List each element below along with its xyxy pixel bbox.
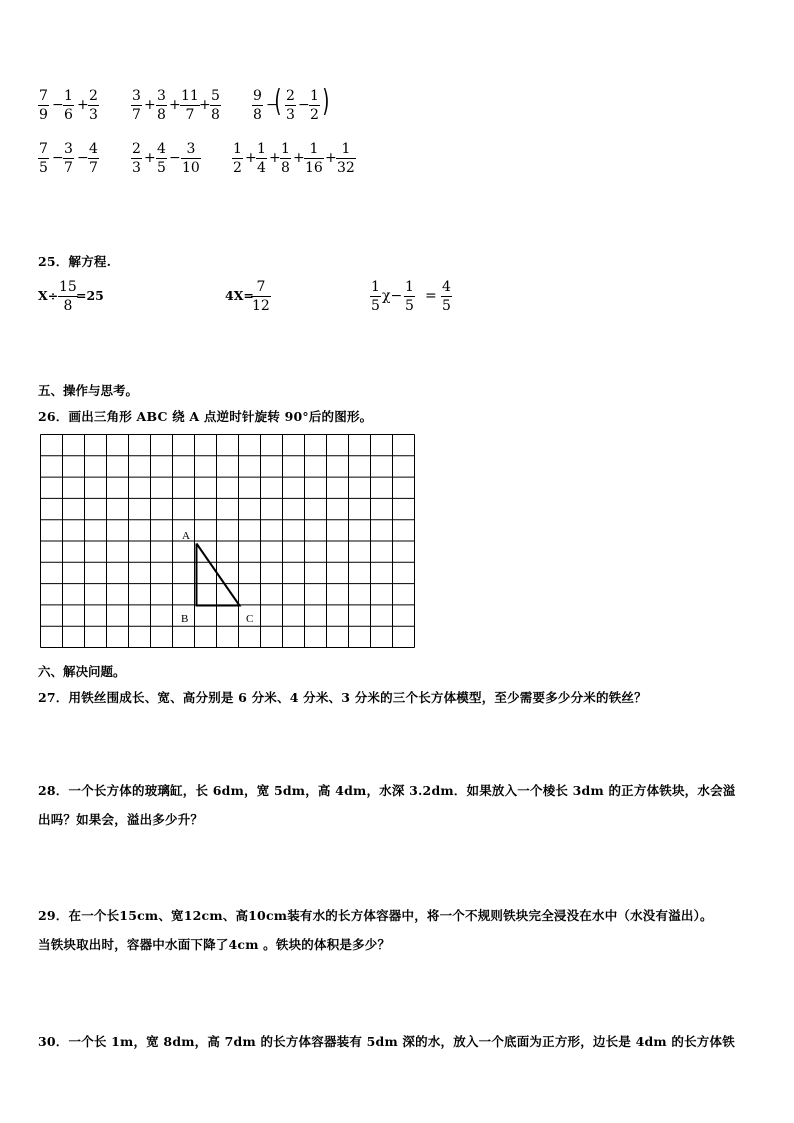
equation-suffix: =25	[76, 288, 104, 303]
fraction: 3 7	[64, 141, 73, 176]
fraction: 2 3	[89, 88, 98, 123]
fraction: 7 5	[39, 141, 48, 176]
operator: −	[266, 97, 278, 113]
fraction: 7 9	[39, 88, 48, 123]
fraction: 11 7	[181, 88, 199, 123]
question-28-line-2: 出吗？如果会，溢出多少升？	[38, 812, 204, 827]
operator: +	[144, 97, 156, 113]
operator: +	[169, 97, 181, 113]
fraction: 1 5	[405, 279, 414, 314]
question-28-line-1: 28．一个长方体的玻璃缸，长 6dm，宽 5dm，高 4dm，水深 3.2dm．如果放入一个棱长 3dm 的正方体铁块，水会溢	[38, 783, 736, 798]
right-parenthesis: )	[322, 84, 330, 119]
fraction: 4 5	[157, 141, 166, 176]
fraction: 3 10	[182, 141, 200, 176]
operator: +	[293, 150, 305, 166]
variable: χ−	[382, 288, 403, 304]
operator: −	[169, 150, 181, 166]
operator: +	[269, 150, 281, 166]
fraction: 2 3	[286, 88, 295, 123]
fraction: 1 4	[257, 141, 266, 176]
equation-prefix: X÷	[38, 288, 59, 303]
operator: +	[325, 150, 337, 166]
operator: −	[77, 150, 89, 166]
fraction: 7 12	[252, 279, 270, 314]
fraction: 1 6	[64, 88, 73, 123]
left-parenthesis: (	[274, 84, 282, 119]
question-29-line-1: 29．在一个长15cm、宽12cm、高10cm装有水的长方体容器中，将一个不规则铁块完全浸没在水中（水没有溢出）。	[38, 908, 713, 923]
grid-figure	[40, 434, 420, 652]
question-27: 27．用铁丝围成长、宽、高分别是 6 分米、4 分米、3 分米的三个长方体模型，至少需要多少分米的铁丝？	[38, 690, 647, 705]
fraction: 1 2	[233, 141, 242, 176]
fraction: 5 8	[211, 88, 220, 123]
question-29-line-2: 当铁块取出时，容器中水面下降了4cm 。铁块的体积是多少？	[38, 937, 391, 952]
fraction: 3 8	[157, 88, 166, 123]
operator: −	[52, 97, 64, 113]
operator: +	[144, 150, 156, 166]
question-30: 30．一个长 1m，宽 8dm，高 7dm 的长方体容器装有 5dm 深的水，放入一个底面为正方形，边长是 4dm 的长方体铁	[38, 1034, 735, 1049]
fraction: 2 3	[132, 141, 141, 176]
label-b: B	[181, 613, 189, 625]
fraction: 1 32	[337, 141, 355, 176]
fraction: 3 7	[132, 88, 141, 123]
operator: +	[245, 150, 257, 166]
triangle-abc	[197, 544, 240, 606]
fraction: 1 8	[281, 141, 290, 176]
equals-sign: =	[425, 288, 437, 304]
fraction: 15 8	[59, 279, 77, 314]
operator: +	[77, 97, 89, 113]
operator: −	[52, 150, 64, 166]
fraction: 9 8	[253, 88, 262, 123]
fraction: 4 7	[89, 141, 98, 176]
fraction: 1 2	[310, 88, 319, 123]
operator: +	[199, 97, 211, 113]
section-5-heading: 五、操作与思考。	[38, 383, 139, 398]
label-a: A	[182, 530, 190, 542]
equation-prefix: 4X=	[225, 288, 254, 303]
fraction: 4 5	[442, 279, 451, 314]
label-c: C	[246, 613, 254, 625]
question-26-title: 26．画出三角形 ABC 绕 A 点逆时针旋转 90°后的图形。	[38, 409, 373, 424]
fraction: 1 5	[371, 279, 380, 314]
fraction: 1 16	[305, 141, 323, 176]
question-25-title: 25．解方程.	[38, 254, 112, 269]
section-6-heading: 六、解决问题。	[38, 664, 126, 679]
operator: −	[298, 97, 310, 113]
grid-lines	[41, 435, 415, 648]
